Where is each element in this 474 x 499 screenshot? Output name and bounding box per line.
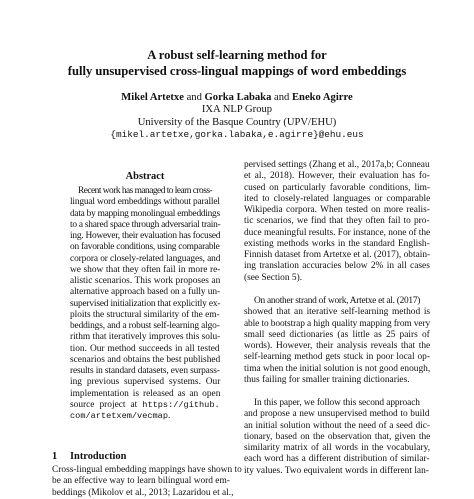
text-line: source project at https://github. <box>70 399 220 410</box>
text-line: duce meaningful results. For instance, none of the <box>244 227 431 238</box>
text-line: thus failing for smaller training dictionaries. <box>244 374 410 385</box>
text-line: scenarios and obtains the best published <box>70 354 221 365</box>
text-line: On another strand of work, Artetxe et al. (2017) <box>254 296 421 306</box>
text-line: tion. Our method succeeds in all tested <box>70 343 220 354</box>
text-line: words). However, their analysis reveals that the <box>244 341 431 351</box>
right-paragraph-1 <box>244 160 430 284</box>
introduction-heading <box>52 451 126 462</box>
text-line: beddings, and a robust self-learning algo- <box>70 321 220 331</box>
text-line: results in standard datasets, even surpass- <box>70 366 220 376</box>
text-line: an initial solution without the need of a seed dic- <box>244 420 431 431</box>
text-line: and propose a new unsupervised method to build <box>244 409 430 420</box>
text-line: Finnish dataset from Artetxe et al. (2017), obtain- <box>244 250 431 260</box>
text-line: small seed dictionaries (as little as 25 pairs of <box>244 329 430 340</box>
text-line: on favorable conditions, using comparable <box>70 242 220 253</box>
section-number: 1 <box>52 451 58 462</box>
text-line: Recent work has managed to learn cross- <box>78 186 213 196</box>
text-line: similarity matrix of all words in the vocabulary, <box>244 443 431 453</box>
text-line: cused on particularly favorable conditions, lim- <box>244 182 431 193</box>
text-line: ited to closely-related languages or comparable <box>244 193 431 204</box>
text-line: rithm that iteratively improves this solu- <box>70 332 221 343</box>
text-line: ing. However, their evaluation has focused <box>70 231 221 241</box>
abstract-heading: Abstract <box>125 171 165 182</box>
text-line: data by mapping monolingual embeddings <box>70 208 220 219</box>
text-line: supervised initialization that explicitly ex- <box>70 298 221 309</box>
text-line: self-learning method gets stuck in poor local op- <box>244 352 430 363</box>
text-line: alternative approach based on a fully un- <box>70 287 221 298</box>
introduction-body <box>52 465 242 499</box>
right-paragraph-3 <box>244 398 430 477</box>
right-paragraph-2 <box>244 296 430 386</box>
text-line: alistic scenarios. This work proposes an <box>70 276 221 286</box>
text-line: In this paper, we follow this second approach <box>254 398 420 408</box>
text-line: showed that an iterative self-learning method is <box>244 307 431 318</box>
text-line: be an effective way to learn bilingual word em- <box>52 476 230 487</box>
section-title: Introduction <box>70 451 127 462</box>
text-line: et al., 2018). However, their evaluation has fo- <box>244 171 430 182</box>
author-name: Eneko Agirre <box>291 92 353 103</box>
text-line: ing translation accuracies below 2% in all cases <box>244 261 430 272</box>
text-line: pervised settings (Zhang et al., 2017a,b; Conneau <box>244 160 430 170</box>
text-line: we show that they often fail in more re- <box>70 264 221 275</box>
text-line: com/artetxem/vecmap. <box>70 411 171 421</box>
text-line: ing previous supervised systems. Our <box>70 377 221 388</box>
text-line: implementation is released as an open <box>70 388 221 399</box>
author-conjunction: and <box>186 92 202 103</box>
affiliation-line: University of the Basque Country (UPV/EHU) <box>137 116 337 128</box>
author-conjunction: and <box>274 92 290 103</box>
text-line: existing methods works in the standard English- <box>244 238 430 249</box>
text-line: Wikipedia corpora. When tested on more realis- <box>244 205 430 215</box>
text-line: tionary, based on the observation that, given the <box>244 431 431 442</box>
paper-title <box>0 48 474 79</box>
text-line: lingual word embeddings without parallel <box>70 197 220 208</box>
author-block <box>0 92 474 142</box>
author-name: Mikel Artetxe <box>121 92 184 103</box>
title-line: A robust self-learning method for <box>147 48 327 62</box>
text-line: to a shared space through adversarial train- <box>70 219 221 230</box>
text-line: ity values. Two equivalent words in different lan- <box>244 465 429 476</box>
text-line: tima when the initial solution is not good enough, <box>244 363 431 374</box>
text-line: ploits the structural similarity of the em- <box>70 309 220 320</box>
author-email: {mikel.artetxe,gorka.labaka,e.agirre}@ehu.eus <box>110 129 364 141</box>
text-line: tic scenarios, we find that they often fail to pro- <box>244 216 430 227</box>
text-line: (see Section 5). <box>244 272 303 283</box>
affiliation-line: IXA NLP Group <box>201 104 273 116</box>
title-line: fully unsupervised cross-lingual mappings of word embeddings <box>67 63 407 78</box>
author-names <box>0 92 474 104</box>
text-line: Cross-lingual embedding mappings have shown to <box>52 465 242 475</box>
text-line: corpora or closely-related languages, and <box>70 253 221 264</box>
author-name: Gorka Labaka <box>204 92 272 103</box>
text-line: able to bootstrap a high quality mapping from very <box>244 318 431 329</box>
abstract-body <box>70 186 220 422</box>
text-line: beddings (Mikolov et al., 2013; Lazaridou et al., <box>52 487 234 498</box>
text-line: each word has a different distribution of similar- <box>244 454 430 465</box>
